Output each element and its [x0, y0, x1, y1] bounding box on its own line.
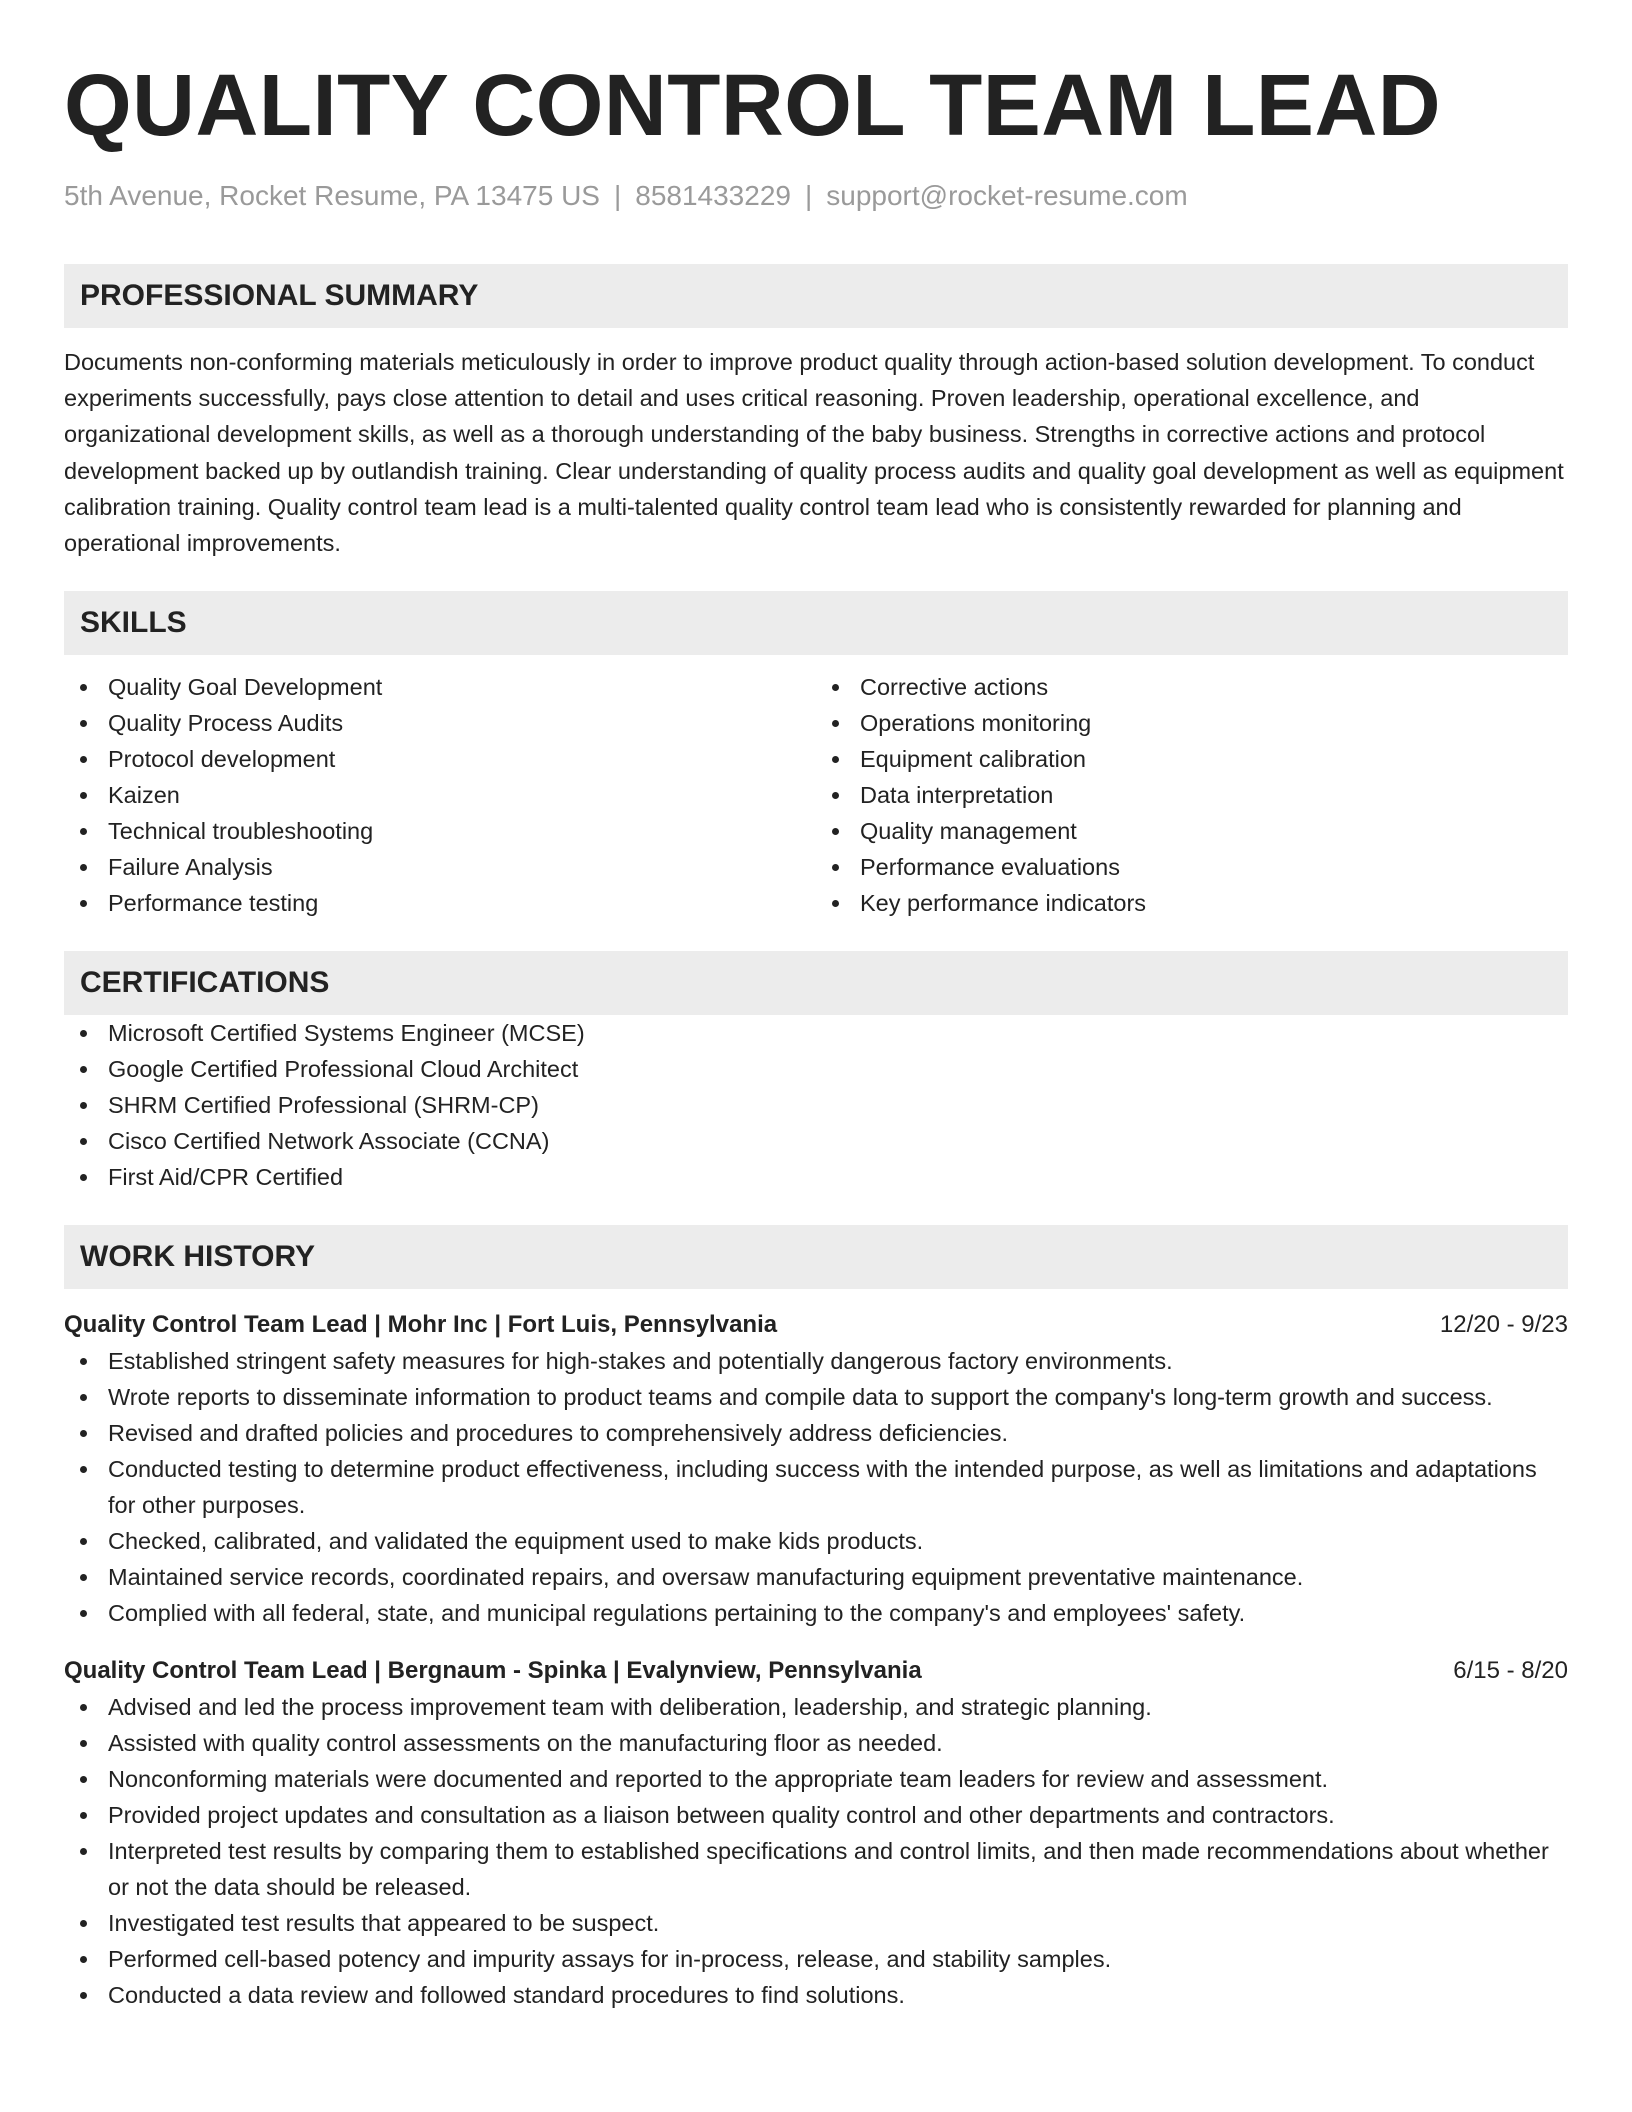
job-bullet: Nonconforming materials were documented and reported to the appropriate team leaders for review and assessment.: [64, 1761, 1568, 1797]
skill-item: Quality Process Audits: [64, 705, 816, 741]
contact-line: [64, 178, 1568, 214]
job-bullet: Revised and drafted policies and procedures to comprehensively address deficiencies.: [64, 1415, 1568, 1451]
job-bullet: Conducted a data review and followed standard procedures to find solutions.: [64, 1977, 1568, 2013]
job-bullet: Maintained service records, coordinated repairs, and oversaw manufacturing equipment preventative maintenance.: [64, 1559, 1568, 1595]
job-bullets: [64, 1343, 1568, 1631]
candidate-title: QUALITY CONTROL TEAM LEAD: [64, 57, 1442, 154]
skill-item: Corrective actions: [816, 669, 1568, 705]
certification-item: First Aid/CPR Certified: [64, 1159, 1568, 1195]
job-bullet: Provided project updates and consultation as a liaison between quality control and other departments and contractors.: [64, 1797, 1568, 1833]
skill-item: Quality Goal Development: [64, 669, 816, 705]
skills-list-left: [64, 669, 816, 921]
work-history-heading: WORK HISTORY: [64, 1225, 1568, 1289]
job-entry: [64, 1653, 1568, 2013]
skills-list-right: [816, 669, 1568, 921]
contact-phone: 8581433229: [635, 180, 791, 211]
job-bullet: Interpreted test results by comparing them to established specifications and control limits, and then made recommendations about whether or not the data should be released.: [64, 1833, 1568, 1905]
skill-item: Performance testing: [64, 885, 816, 921]
skill-item: Operations monitoring: [816, 705, 1568, 741]
skill-item: Protocol development: [64, 741, 816, 777]
job-bullets: [64, 1689, 1568, 2013]
job-bullet: Checked, calibrated, and validated the equipment used to make kids products.: [64, 1523, 1568, 1559]
job-bullet: Assisted with quality control assessments on the manufacturing floor as needed.: [64, 1725, 1568, 1761]
skill-item: Quality management: [816, 813, 1568, 849]
skill-item: Failure Analysis: [64, 849, 816, 885]
job-bullet: Wrote reports to disseminate information to product teams and compile data to support the company's long-term growth and success.: [64, 1379, 1568, 1415]
certification-item: Microsoft Certified Systems Engineer (MCSE): [64, 1015, 1568, 1051]
certification-item: SHRM Certified Professional (SHRM-CP): [64, 1087, 1568, 1123]
job-entry: [64, 1307, 1568, 1631]
certification-item: Google Certified Professional Cloud Architect: [64, 1051, 1568, 1087]
job-bullet: Established stringent safety measures for high-stakes and potentially dangerous factory environments.: [64, 1343, 1568, 1379]
contact-email: support@rocket-resume.com: [826, 180, 1188, 211]
job-title: Quality Control Team Lead | Mohr Inc | Fort Luis, Pennsylvania: [64, 1311, 778, 1339]
skills-heading: SKILLS: [64, 591, 1568, 655]
job-title-row: [64, 1653, 1568, 1689]
job-bullet: Conducted testing to determine product effectiveness, including success with the intended purpose, as well as limitations and adaptations for other purposes.: [64, 1451, 1568, 1523]
job-title: Quality Control Team Lead | Bergnaum - Spinka | Evalynview, Pennsylvania: [64, 1657, 922, 1685]
skills-columns: [64, 669, 1568, 921]
contact-address: 5th Avenue, Rocket Resume, PA 13475 US: [64, 180, 600, 211]
skill-item: Kaizen: [64, 777, 816, 813]
summary-text: Documents non-conforming materials meticulously in order to improve product quality through action-based solution development. To conduct experiments successfully, pays close attention to detail and uses critical reasoning. Proven leadership, operational excellence, and organizational development skills, as well as a thorough understanding of the baby business. Strengths in corrective actions and protocol development backed up by outlandish training. Clear understanding of quality process audits and quality goal development as well as equipment calibration training. Quality control team lead is a multi-talented quality control team lead who is consistently rewarded for planning and operational improvements.: [64, 349, 1564, 557]
contact-separator: |: [804, 180, 813, 211]
contact-separator: |: [613, 180, 622, 211]
certifications-heading: CERTIFICATIONS: [64, 951, 1568, 1015]
job-bullet: Advised and led the process improvement team with deliberation, leadership, and strategic planning.: [64, 1689, 1568, 1725]
job-dates: 6/15 - 8/20: [1453, 1657, 1568, 1685]
skill-item: Equipment calibration: [816, 741, 1568, 777]
skill-item: Key performance indicators: [816, 885, 1568, 921]
certifications-list: [64, 1015, 1568, 1195]
skill-item: Performance evaluations: [816, 849, 1568, 885]
certification-item: Cisco Certified Network Associate (CCNA): [64, 1123, 1568, 1159]
skill-item: Data interpretation: [816, 777, 1568, 813]
job-bullet: Investigated test results that appeared to be suspect.: [64, 1905, 1568, 1941]
job-bullet: Complied with all federal, state, and municipal regulations pertaining to the company's and employees' safety.: [64, 1595, 1568, 1631]
job-title-row: [64, 1307, 1568, 1343]
job-dates: 12/20 - 9/23: [1439, 1311, 1568, 1339]
skill-item: Technical troubleshooting: [64, 813, 816, 849]
summary-heading: PROFESSIONAL SUMMARY: [64, 264, 1568, 328]
job-bullet: Performed cell-based potency and impurity assays for in-process, release, and stability samples.: [64, 1941, 1568, 1977]
